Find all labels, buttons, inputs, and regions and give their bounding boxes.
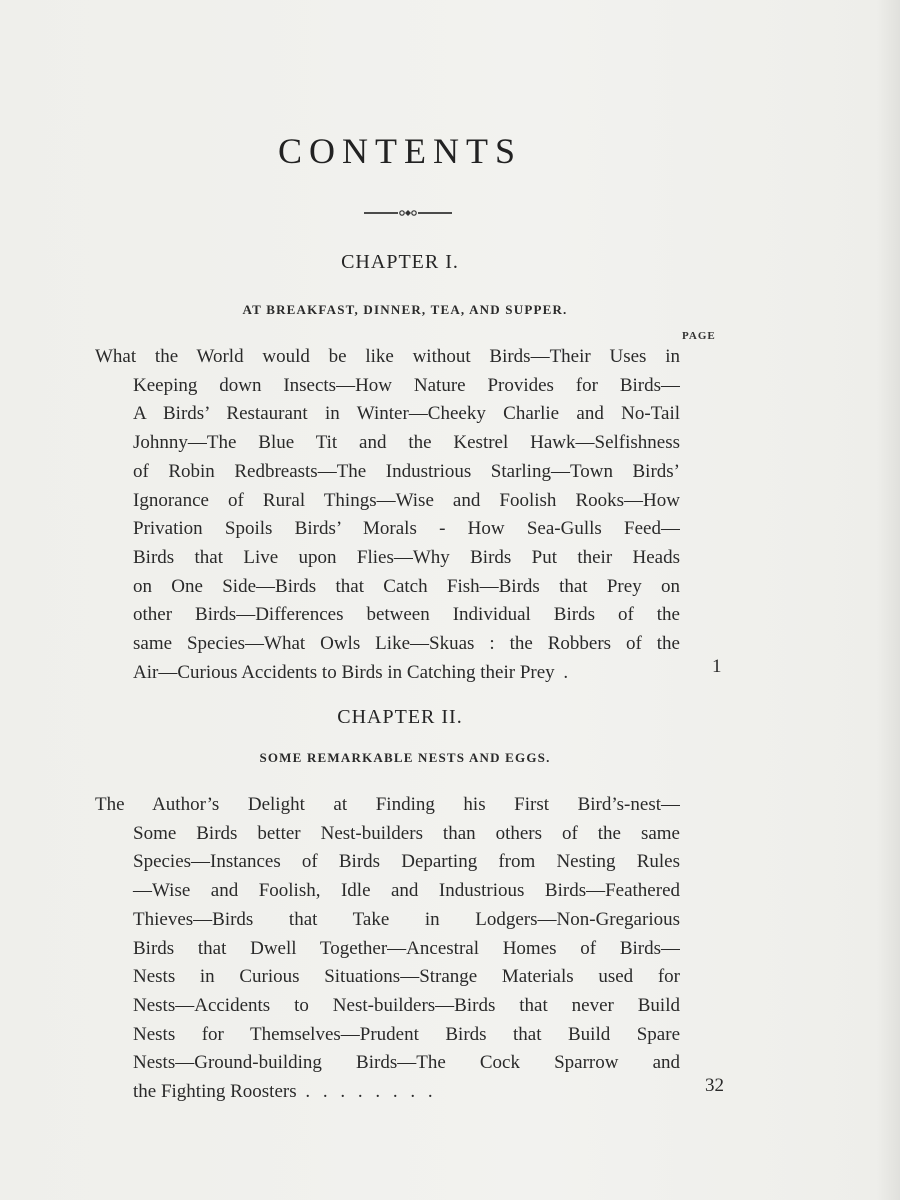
dot-leader: . . . . . . . . <box>296 1081 437 1103</box>
chapter-2-synopsis <box>95 791 680 1107</box>
chapter-1-page-number: 1 <box>712 656 722 677</box>
synopsis-line: Some Birds better Nest-builders than others of the same <box>133 822 680 844</box>
synopsis-line: same Species—What Owls Like—Skuas : the Robbers of the <box>133 633 680 655</box>
chapter-2-heading: CHAPTER II. <box>337 706 463 728</box>
synopsis-line: Birds that Dwell Together—Ancestral Homes of Birds— <box>133 937 680 959</box>
chapter-2-subtitle: SOME REMARKABLE NESTS AND EGGS. <box>259 750 551 765</box>
title-ornament <box>362 206 454 220</box>
chapter-2-page-number: 32 <box>705 1075 724 1096</box>
synopsis-line: Nests—Accidents to Nest-builders—Birds that never Build <box>133 994 680 1016</box>
chapter-1-synopsis <box>95 343 680 687</box>
synopsis-line: The Author’s Delight at Finding his First Bird’s-nest— <box>95 794 680 815</box>
synopsis-line: Nests—Ground-building Birds—The Cock Sparrow and <box>133 1052 680 1074</box>
bleed-through-text-top: ⁠ ⁠ <box>444 38 456 63</box>
synopsis-line-text: the Fighting Roosters <box>133 1081 297 1103</box>
synopsis-line: on One Side—Birds that Catch Fish—Birds that Prey on <box>133 575 680 597</box>
bleed-through-text-second: ⁠ ⁠ <box>444 78 456 103</box>
chapter-1-subtitle: AT BREAKFAST, DINNER, TEA, AND SUPPER. <box>242 302 568 317</box>
synopsis-line: Johnny—The Blue Tit and the Kestrel Hawk—Selfishness <box>133 432 680 454</box>
synopsis-line: Privation Spoils Birds’ Morals - How Sea-Gulls Feed— <box>133 518 680 540</box>
synopsis-line: Birds that Live upon Flies—Why Birds Put their Heads <box>133 546 680 568</box>
dot-leader: . <box>554 661 573 683</box>
synopsis-line: Species—Instances of Birds Departing from Nesting Rules <box>133 851 680 873</box>
page-column-label: PAGE <box>682 330 716 342</box>
synopsis-line: of Robin Redbreasts—The Industrious Starling—Town Birds’ <box>133 460 680 482</box>
synopsis-line: Thieves—Birds that Take in Lodgers—Non-Gregarious <box>133 908 680 930</box>
synopsis-line: —Wise and Foolish, Idle and Industrious Birds—Feathered <box>133 880 680 902</box>
page-title: CONTENTS <box>278 131 522 171</box>
synopsis-line: Keeping down Insects—How Nature Provides for Birds— <box>133 374 680 396</box>
chapter-1-heading: CHAPTER I. <box>341 251 459 273</box>
synopsis-line: Nests for Themselves—Prudent Birds that Build Spare <box>133 1023 680 1045</box>
synopsis-line: Nests in Curious Situations—Strange Materials used for <box>133 966 680 988</box>
synopsis-last-line <box>95 1078 680 1107</box>
synopsis-last-line <box>95 659 680 688</box>
synopsis-line: Ignorance of Rural Things—Wise and Foolish Rooks—How <box>133 489 680 511</box>
synopsis-line-text: Air—Curious Accidents to Birds in Catching their Prey <box>133 661 555 683</box>
synopsis-line: A Birds’ Restaurant in Winter—Cheeky Charlie and No-Tail <box>133 403 680 425</box>
synopsis-line: What the World would be like without Birds—Their Uses in <box>95 346 680 367</box>
synopsis-line: other Birds—Differences between Individual Birds of the <box>133 604 680 626</box>
page-edge-shadow <box>876 0 900 1200</box>
